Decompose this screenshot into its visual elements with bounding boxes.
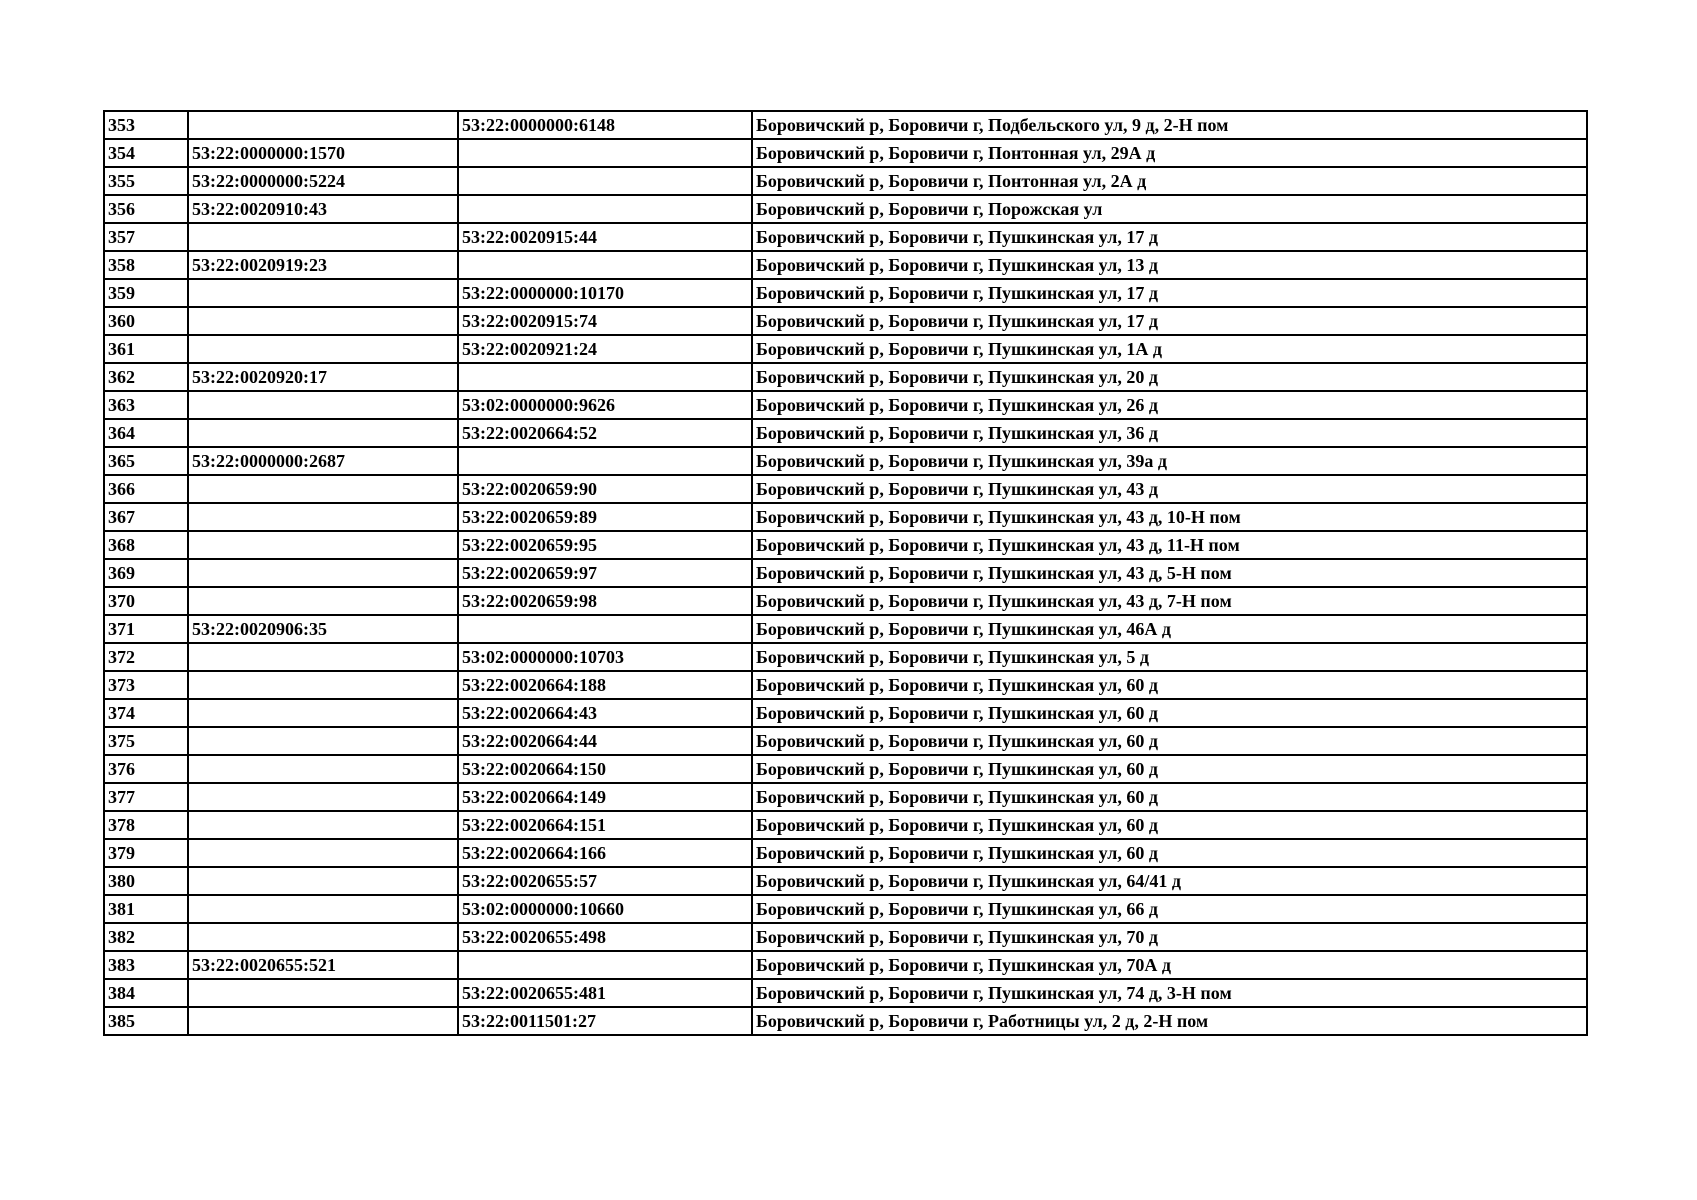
row-number-cell: 371 bbox=[104, 615, 188, 643]
address-cell: Боровичский р, Боровичи г, Пушкинская ул, 43 д, 10-Н пом bbox=[752, 503, 1587, 531]
table-row bbox=[104, 979, 1587, 1007]
address-cell: Боровичский р, Боровичи г, Пушкинская ул, 20 д bbox=[752, 363, 1587, 391]
table-row bbox=[104, 139, 1587, 167]
cadastral-number-alt-cell: 53:22:0020921:24 bbox=[458, 335, 752, 363]
address-cell: Боровичский р, Боровичи г, Порожская ул bbox=[752, 195, 1587, 223]
row-number-cell: 385 bbox=[104, 1007, 188, 1035]
address-cell: Боровичский р, Боровичи г, Пушкинская ул, 66 д bbox=[752, 895, 1587, 923]
address-cell: Боровичский р, Боровичи г, Подбельского ул, 9 д, 2-Н пом bbox=[752, 111, 1587, 139]
cadastral-number-cell bbox=[188, 895, 458, 923]
table-row bbox=[104, 167, 1587, 195]
cadastral-number-alt-cell: 53:22:0020655:498 bbox=[458, 923, 752, 951]
row-number-cell: 357 bbox=[104, 223, 188, 251]
cadastral-number-cell bbox=[188, 475, 458, 503]
table-row bbox=[104, 643, 1587, 671]
cadastral-number-cell bbox=[188, 111, 458, 139]
table-row bbox=[104, 615, 1587, 643]
table-row bbox=[104, 783, 1587, 811]
address-cell: Боровичский р, Боровичи г, Пушкинская ул, 60 д bbox=[752, 671, 1587, 699]
table-row bbox=[104, 671, 1587, 699]
cadastral-number-cell: 53:22:0020906:35 bbox=[188, 615, 458, 643]
cadastral-number-cell bbox=[188, 755, 458, 783]
row-number-cell: 378 bbox=[104, 811, 188, 839]
cadastral-number-cell: 53:22:0020910:43 bbox=[188, 195, 458, 223]
cadastral-number-alt-cell: 53:22:0020664:150 bbox=[458, 755, 752, 783]
row-number-cell: 383 bbox=[104, 951, 188, 979]
cadastral-number-cell bbox=[188, 335, 458, 363]
cadastral-number-alt-cell: 53:22:0020915:74 bbox=[458, 307, 752, 335]
address-cell: Боровичский р, Боровичи г, Пушкинская ул, 60 д bbox=[752, 839, 1587, 867]
cadastral-number-cell: 53:22:0000000:1570 bbox=[188, 139, 458, 167]
cadastral-number-alt-cell: 53:22:0000000:10170 bbox=[458, 279, 752, 307]
cadastral-number-alt-cell: 53:22:0000000:6148 bbox=[458, 111, 752, 139]
row-number-cell: 368 bbox=[104, 531, 188, 559]
cadastral-number-cell bbox=[188, 391, 458, 419]
table-row bbox=[104, 447, 1587, 475]
row-number-cell: 372 bbox=[104, 643, 188, 671]
cadastral-number-alt-cell: 53:22:0020664:43 bbox=[458, 699, 752, 727]
address-cell: Боровичский р, Боровичи г, Пушкинская ул, 43 д, 5-Н пом bbox=[752, 559, 1587, 587]
row-number-cell: 360 bbox=[104, 307, 188, 335]
address-cell: Боровичский р, Боровичи г, Пушкинская ул, 1А д bbox=[752, 335, 1587, 363]
row-number-cell: 373 bbox=[104, 671, 188, 699]
row-number-cell: 374 bbox=[104, 699, 188, 727]
table-row bbox=[104, 839, 1587, 867]
cadastral-number-alt-cell bbox=[458, 951, 752, 979]
address-cell: Боровичский р, Боровичи г, Пушкинская ул, 60 д bbox=[752, 699, 1587, 727]
cadastral-number-alt-cell: 53:22:0020659:89 bbox=[458, 503, 752, 531]
address-cell: Боровичский р, Боровичи г, Пушкинская ул, 74 д, 3-Н пом bbox=[752, 979, 1587, 1007]
row-number-cell: 353 bbox=[104, 111, 188, 139]
row-number-cell: 359 bbox=[104, 279, 188, 307]
table-row bbox=[104, 755, 1587, 783]
cadastral-number-alt-cell: 53:02:0000000:10660 bbox=[458, 895, 752, 923]
cadastral-number-cell bbox=[188, 307, 458, 335]
row-number-cell: 381 bbox=[104, 895, 188, 923]
row-number-cell: 362 bbox=[104, 363, 188, 391]
row-number-cell: 356 bbox=[104, 195, 188, 223]
address-cell: Боровичский р, Боровичи г, Пушкинская ул, 17 д bbox=[752, 307, 1587, 335]
row-number-cell: 376 bbox=[104, 755, 188, 783]
address-cell: Боровичский р, Боровичи г, Пушкинская ул, 36 д bbox=[752, 419, 1587, 447]
row-number-cell: 355 bbox=[104, 167, 188, 195]
row-number-cell: 382 bbox=[104, 923, 188, 951]
address-cell: Боровичский р, Боровичи г, Пушкинская ул, 26 д bbox=[752, 391, 1587, 419]
row-number-cell: 366 bbox=[104, 475, 188, 503]
row-number-cell: 367 bbox=[104, 503, 188, 531]
table-row bbox=[104, 811, 1587, 839]
cadastral-number-alt-cell: 53:22:0020664:151 bbox=[458, 811, 752, 839]
address-cell: Боровичский р, Боровичи г, Пушкинская ул, 43 д bbox=[752, 475, 1587, 503]
cadastral-number-alt-cell: 53:22:0020664:166 bbox=[458, 839, 752, 867]
cadastral-number-cell bbox=[188, 643, 458, 671]
cadastral-number-alt-cell: 53:02:0000000:9626 bbox=[458, 391, 752, 419]
row-number-cell: 370 bbox=[104, 587, 188, 615]
cadastral-number-cell bbox=[188, 587, 458, 615]
cadastral-number-cell bbox=[188, 867, 458, 895]
table-row bbox=[104, 419, 1587, 447]
cadastral-number-alt-cell bbox=[458, 447, 752, 475]
table-row bbox=[104, 223, 1587, 251]
cadastral-number-alt-cell: 53:22:0020664:52 bbox=[458, 419, 752, 447]
row-number-cell: 379 bbox=[104, 839, 188, 867]
cadastral-number-cell: 53:22:0000000:5224 bbox=[188, 167, 458, 195]
table-row bbox=[104, 727, 1587, 755]
table-row bbox=[104, 195, 1587, 223]
table-row bbox=[104, 699, 1587, 727]
cadastral-number-alt-cell: 53:22:0020664:188 bbox=[458, 671, 752, 699]
table-row bbox=[104, 251, 1587, 279]
cadastral-number-alt-cell: 53:22:0020659:98 bbox=[458, 587, 752, 615]
address-cell: Боровичский р, Боровичи г, Пушкинская ул, 70 д bbox=[752, 923, 1587, 951]
cadastral-number-alt-cell: 53:22:0020659:95 bbox=[458, 531, 752, 559]
address-cell: Боровичский р, Боровичи г, Пушкинская ул, 60 д bbox=[752, 783, 1587, 811]
document-page bbox=[103, 110, 1586, 1036]
table-row bbox=[104, 587, 1587, 615]
row-number-cell: 365 bbox=[104, 447, 188, 475]
table-row bbox=[104, 559, 1587, 587]
property-table-body bbox=[104, 111, 1587, 1035]
table-row bbox=[104, 1007, 1587, 1035]
cadastral-number-alt-cell: 53:22:0020659:97 bbox=[458, 559, 752, 587]
cadastral-number-alt-cell bbox=[458, 195, 752, 223]
cadastral-number-alt-cell: 53:22:0020664:149 bbox=[458, 783, 752, 811]
row-number-cell: 377 bbox=[104, 783, 188, 811]
cadastral-number-alt-cell: 53:22:0020664:44 bbox=[458, 727, 752, 755]
table-row bbox=[104, 475, 1587, 503]
cadastral-number-alt-cell: 53:22:0011501:27 bbox=[458, 1007, 752, 1035]
cadastral-number-alt-cell bbox=[458, 139, 752, 167]
row-number-cell: 364 bbox=[104, 419, 188, 447]
address-cell: Боровичский р, Боровичи г, Работницы ул, 2 д, 2-Н пом bbox=[752, 1007, 1587, 1035]
address-cell: Боровичский р, Боровичи г, Пушкинская ул, 13 д bbox=[752, 251, 1587, 279]
table-row bbox=[104, 895, 1587, 923]
property-table bbox=[103, 110, 1588, 1036]
table-row bbox=[104, 391, 1587, 419]
table-row bbox=[104, 531, 1587, 559]
row-number-cell: 354 bbox=[104, 139, 188, 167]
cadastral-number-cell bbox=[188, 279, 458, 307]
address-cell: Боровичский р, Боровичи г, Понтонная ул, 2А д bbox=[752, 167, 1587, 195]
cadastral-number-alt-cell: 53:22:0020655:57 bbox=[458, 867, 752, 895]
table-row bbox=[104, 307, 1587, 335]
cadastral-number-cell bbox=[188, 559, 458, 587]
address-cell: Боровичский р, Боровичи г, Пушкинская ул, 60 д bbox=[752, 727, 1587, 755]
cadastral-number-cell: 53:22:0020655:521 bbox=[188, 951, 458, 979]
cadastral-number-cell bbox=[188, 223, 458, 251]
address-cell: Боровичский р, Боровичи г, Пушкинская ул, 17 д bbox=[752, 279, 1587, 307]
address-cell: Боровичский р, Боровичи г, Пушкинская ул, 60 д bbox=[752, 811, 1587, 839]
cadastral-number-cell bbox=[188, 727, 458, 755]
address-cell: Боровичский р, Боровичи г, Пушкинская ул, 39а д bbox=[752, 447, 1587, 475]
cadastral-number-cell bbox=[188, 923, 458, 951]
cadastral-number-cell bbox=[188, 1007, 458, 1035]
cadastral-number-alt-cell bbox=[458, 615, 752, 643]
table-row bbox=[104, 923, 1587, 951]
address-cell: Боровичский р, Боровичи г, Пушкинская ул, 46А д bbox=[752, 615, 1587, 643]
cadastral-number-alt-cell: 53:22:0020915:44 bbox=[458, 223, 752, 251]
cadastral-number-cell bbox=[188, 419, 458, 447]
address-cell: Боровичский р, Боровичи г, Понтонная ул, 29А д bbox=[752, 139, 1587, 167]
cadastral-number-alt-cell bbox=[458, 251, 752, 279]
cadastral-number-cell bbox=[188, 839, 458, 867]
row-number-cell: 361 bbox=[104, 335, 188, 363]
cadastral-number-cell bbox=[188, 783, 458, 811]
cadastral-number-cell bbox=[188, 671, 458, 699]
cadastral-number-cell bbox=[188, 979, 458, 1007]
cadastral-number-cell: 53:22:0000000:2687 bbox=[188, 447, 458, 475]
table-row bbox=[104, 111, 1587, 139]
table-row bbox=[104, 867, 1587, 895]
cadastral-number-alt-cell: 53:02:0000000:10703 bbox=[458, 643, 752, 671]
cadastral-number-cell bbox=[188, 503, 458, 531]
table-row bbox=[104, 363, 1587, 391]
cadastral-number-cell bbox=[188, 699, 458, 727]
row-number-cell: 380 bbox=[104, 867, 188, 895]
address-cell: Боровичский р, Боровичи г, Пушкинская ул, 70А д bbox=[752, 951, 1587, 979]
cadastral-number-cell: 53:22:0020920:17 bbox=[188, 363, 458, 391]
address-cell: Боровичский р, Боровичи г, Пушкинская ул, 43 д, 11-Н пом bbox=[752, 531, 1587, 559]
cadastral-number-cell bbox=[188, 531, 458, 559]
table-row bbox=[104, 335, 1587, 363]
row-number-cell: 369 bbox=[104, 559, 188, 587]
row-number-cell: 384 bbox=[104, 979, 188, 1007]
cadastral-number-alt-cell bbox=[458, 167, 752, 195]
cadastral-number-alt-cell bbox=[458, 363, 752, 391]
address-cell: Боровичский р, Боровичи г, Пушкинская ул, 64/41 д bbox=[752, 867, 1587, 895]
cadastral-number-alt-cell: 53:22:0020655:481 bbox=[458, 979, 752, 1007]
address-cell: Боровичский р, Боровичи г, Пушкинская ул, 43 д, 7-Н пом bbox=[752, 587, 1587, 615]
table-row bbox=[104, 503, 1587, 531]
table-row bbox=[104, 279, 1587, 307]
row-number-cell: 375 bbox=[104, 727, 188, 755]
row-number-cell: 363 bbox=[104, 391, 188, 419]
address-cell: Боровичский р, Боровичи г, Пушкинская ул, 5 д bbox=[752, 643, 1587, 671]
address-cell: Боровичский р, Боровичи г, Пушкинская ул, 60 д bbox=[752, 755, 1587, 783]
cadastral-number-cell: 53:22:0020919:23 bbox=[188, 251, 458, 279]
table-row bbox=[104, 951, 1587, 979]
cadastral-number-cell bbox=[188, 811, 458, 839]
row-number-cell: 358 bbox=[104, 251, 188, 279]
address-cell: Боровичский р, Боровичи г, Пушкинская ул, 17 д bbox=[752, 223, 1587, 251]
cadastral-number-alt-cell: 53:22:0020659:90 bbox=[458, 475, 752, 503]
